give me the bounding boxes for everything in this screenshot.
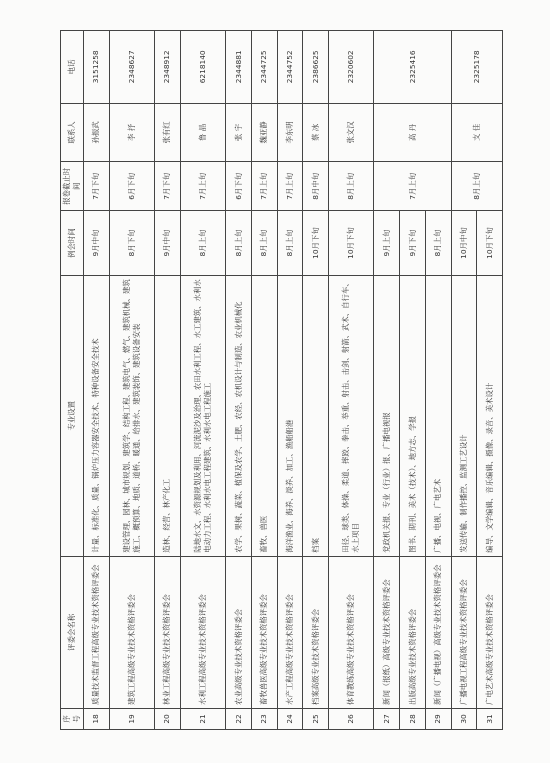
- cell-phone: 2386625: [303, 31, 329, 104]
- cell-scope: 广播、电视、广电艺术: [425, 275, 451, 556]
- cell-committee: 新闻（广播电视）高级专业技术资格评委会: [425, 556, 451, 708]
- cell-committee: 广电艺术高级专业技术资格评委会: [477, 556, 503, 708]
- cell-meeting-time: 8月上旬: [277, 211, 303, 275]
- table-row: [451, 31, 477, 730]
- cell-deadline: 8月上旬: [329, 162, 374, 211]
- cell-deadline: 7月上旬: [251, 162, 277, 211]
- cell-phone: 2344725: [251, 31, 277, 104]
- cell-scope: 图书、期刊、美术（技术）、地方志、学报: [400, 275, 426, 556]
- cell-no: 28: [400, 708, 426, 729]
- cell-contact: 李 抒: [109, 103, 154, 162]
- cell-committee: 质量技术监督工程高级专业技术资格评委会: [84, 556, 110, 708]
- cell-scope: 海洋渔业、海养、淡养、加工、渔船船港: [277, 275, 303, 556]
- cell-no: 30: [451, 708, 477, 729]
- cell-meeting-time: 9月中旬: [155, 211, 181, 275]
- cell-meeting-time: 8月上旬: [226, 211, 252, 275]
- table-row: [329, 31, 374, 730]
- cell-meeting-time: 8月下旬: [109, 211, 154, 275]
- cell-scope: 畜牧、兽医: [251, 275, 277, 556]
- table-row: [303, 31, 329, 730]
- header-committee: 评委会名称: [61, 556, 84, 708]
- cell-contact: 张文汉: [329, 103, 374, 162]
- cell-phone: 2348912: [155, 31, 181, 104]
- cell-scope: 农学、果树、蔬菜、植保及农学、土肥、农经、农机设计与制造、农业机械化: [226, 275, 252, 556]
- cell-meeting-time: 10月下旬: [477, 211, 503, 275]
- cell-contact: 张 宇: [226, 103, 252, 162]
- table-rotator: [60, 30, 503, 730]
- cell-contact: 李东明: [277, 103, 303, 162]
- cell-committee: 林业工程高级专业技术资格评委会: [155, 556, 181, 708]
- cell-committee: 水产工程高级专业技术资格评委会: [277, 556, 303, 708]
- cell-phone: 3151258: [84, 31, 110, 104]
- cell-no: 21: [180, 708, 225, 729]
- cell-no: 20: [155, 708, 181, 729]
- cell-contact: 孙振武: [84, 103, 110, 162]
- cell-contact: 魏亚静: [251, 103, 277, 162]
- cell-meeting-time: 8月上旬: [425, 211, 451, 275]
- cell-scope: 建设管理、园林、城市规划、建筑学、结构工程、建筑电气、燃气、建筑机械、建筑施工、概预算、地质、道桥、暖通、给排水、建筑装饰、建筑设备安装: [109, 275, 154, 556]
- header-contact: 联系人: [61, 103, 84, 162]
- cell-phone: 2325178: [451, 31, 502, 104]
- cell-no: 19: [109, 708, 154, 729]
- table-row: [226, 31, 252, 730]
- table-header-row: [61, 31, 84, 730]
- cell-phone: 6218140: [180, 31, 225, 104]
- table-row: [180, 31, 225, 730]
- cell-phone: 2348627: [109, 31, 154, 104]
- cell-no: 24: [277, 708, 303, 729]
- header-meeting-time: 例会时间: [61, 211, 84, 275]
- table-row: [84, 31, 110, 730]
- cell-meeting-time: 8月上旬: [251, 211, 277, 275]
- cell-scope: 档案: [303, 275, 329, 556]
- cell-committee: 体育教练高级专业技术资格评委会: [329, 556, 374, 708]
- cell-phone: 2344752: [277, 31, 303, 104]
- cell-committee: 新闻（报纸）高级专业技术资格评委会: [374, 556, 400, 708]
- cell-scope: 造林、经营、林产化工: [155, 275, 181, 556]
- header-phone: 电话: [61, 31, 84, 104]
- cell-meeting-time: 9月下旬: [400, 211, 426, 275]
- cell-deadline: 7月上旬: [180, 162, 225, 211]
- cell-contact: 支 佳: [451, 103, 502, 162]
- cell-contact: 蔡 冰: [303, 103, 329, 162]
- cell-scope: 陆地水文、水资源规划及利用、河流泥沙及治理、农田水利工程、水工建筑、水利水电动力工程、水利水电工程建筑、水利水电工程施工: [180, 275, 225, 556]
- cell-phone: 2344881: [226, 31, 252, 104]
- cell-no: 18: [84, 708, 110, 729]
- cell-no: 22: [226, 708, 252, 729]
- cell-committee: 畜牧兽医高级专业技术资格评委会: [251, 556, 277, 708]
- cell-no: 27: [374, 708, 400, 729]
- cell-meeting-time: 8月上旬: [180, 211, 225, 275]
- cell-meeting-time: 9月上旬: [374, 211, 400, 275]
- committee-table: [60, 30, 503, 730]
- cell-committee: 水利工程高级专业技术资格评委会: [180, 556, 225, 708]
- cell-no: 26: [329, 708, 374, 729]
- cell-no: 23: [251, 708, 277, 729]
- cell-no: 31: [477, 708, 503, 729]
- cell-contact: 高 丹: [374, 103, 451, 162]
- rotated-table-area: [60, 30, 503, 730]
- cell-deadline: 7月上旬: [277, 162, 303, 211]
- cell-deadline: 8月上旬: [451, 162, 502, 211]
- cell-phone: 2325416: [374, 31, 451, 104]
- cell-phone: 2320602: [329, 31, 374, 104]
- cell-deadline: 7月下旬: [84, 162, 110, 211]
- cell-deadline: 6月下旬: [226, 162, 252, 211]
- table-row: [109, 31, 154, 730]
- header-scope: 专业设置: [61, 275, 84, 556]
- cell-committee: 建筑工程高级专业技术资格评委会: [109, 556, 154, 708]
- cell-contact: 张有红: [155, 103, 181, 162]
- cell-no: 25: [303, 708, 329, 729]
- cell-meeting-time: 10月下旬: [329, 211, 374, 275]
- table-row: [277, 31, 303, 730]
- cell-committee: 档案高级专业技术资格评委会: [303, 556, 329, 708]
- cell-scope: 计量、标准化、质量、锅炉压力容器安全技术、特种设备安全技术: [84, 275, 110, 556]
- cell-committee: 农业高级专业技术资格评委会: [226, 556, 252, 708]
- cell-contact: 鲁 晶: [180, 103, 225, 162]
- cell-deadline: 7月下旬: [155, 162, 181, 211]
- cell-deadline: 8月中旬: [303, 162, 329, 211]
- header-deadline: 报卷截止时间: [61, 162, 84, 211]
- cell-deadline: 6月下旬: [109, 162, 154, 211]
- cell-committee: 广播电视工程高级专业技术资格评委会: [451, 556, 477, 708]
- cell-no: 29: [425, 708, 451, 729]
- table-row: [155, 31, 181, 730]
- cell-scope: 田径、球类、体操、柔道、摔跤、拳击、举重、射击、击剑、射箭、武术、自行车、水上项目: [329, 275, 374, 556]
- cell-scope: 发送传输、制作播控、监测工艺设计: [451, 275, 477, 556]
- cell-meeting-time: 9月中旬: [84, 211, 110, 275]
- cell-scope: 党政机关报、专业（行业）报、广播电视报: [374, 275, 400, 556]
- cell-meeting-time: 10月中旬: [451, 211, 477, 275]
- table-row: [374, 31, 400, 730]
- header-no: 序号: [61, 708, 84, 729]
- table-row: [251, 31, 277, 730]
- cell-committee: 出版高级专业技术资格评委会: [400, 556, 426, 708]
- cell-scope: 编导、文学编辑、音乐编辑、摄像、录音、美术设计: [477, 275, 503, 556]
- cell-meeting-time: 10月下旬: [303, 211, 329, 275]
- cell-deadline: 7月上旬: [374, 162, 451, 211]
